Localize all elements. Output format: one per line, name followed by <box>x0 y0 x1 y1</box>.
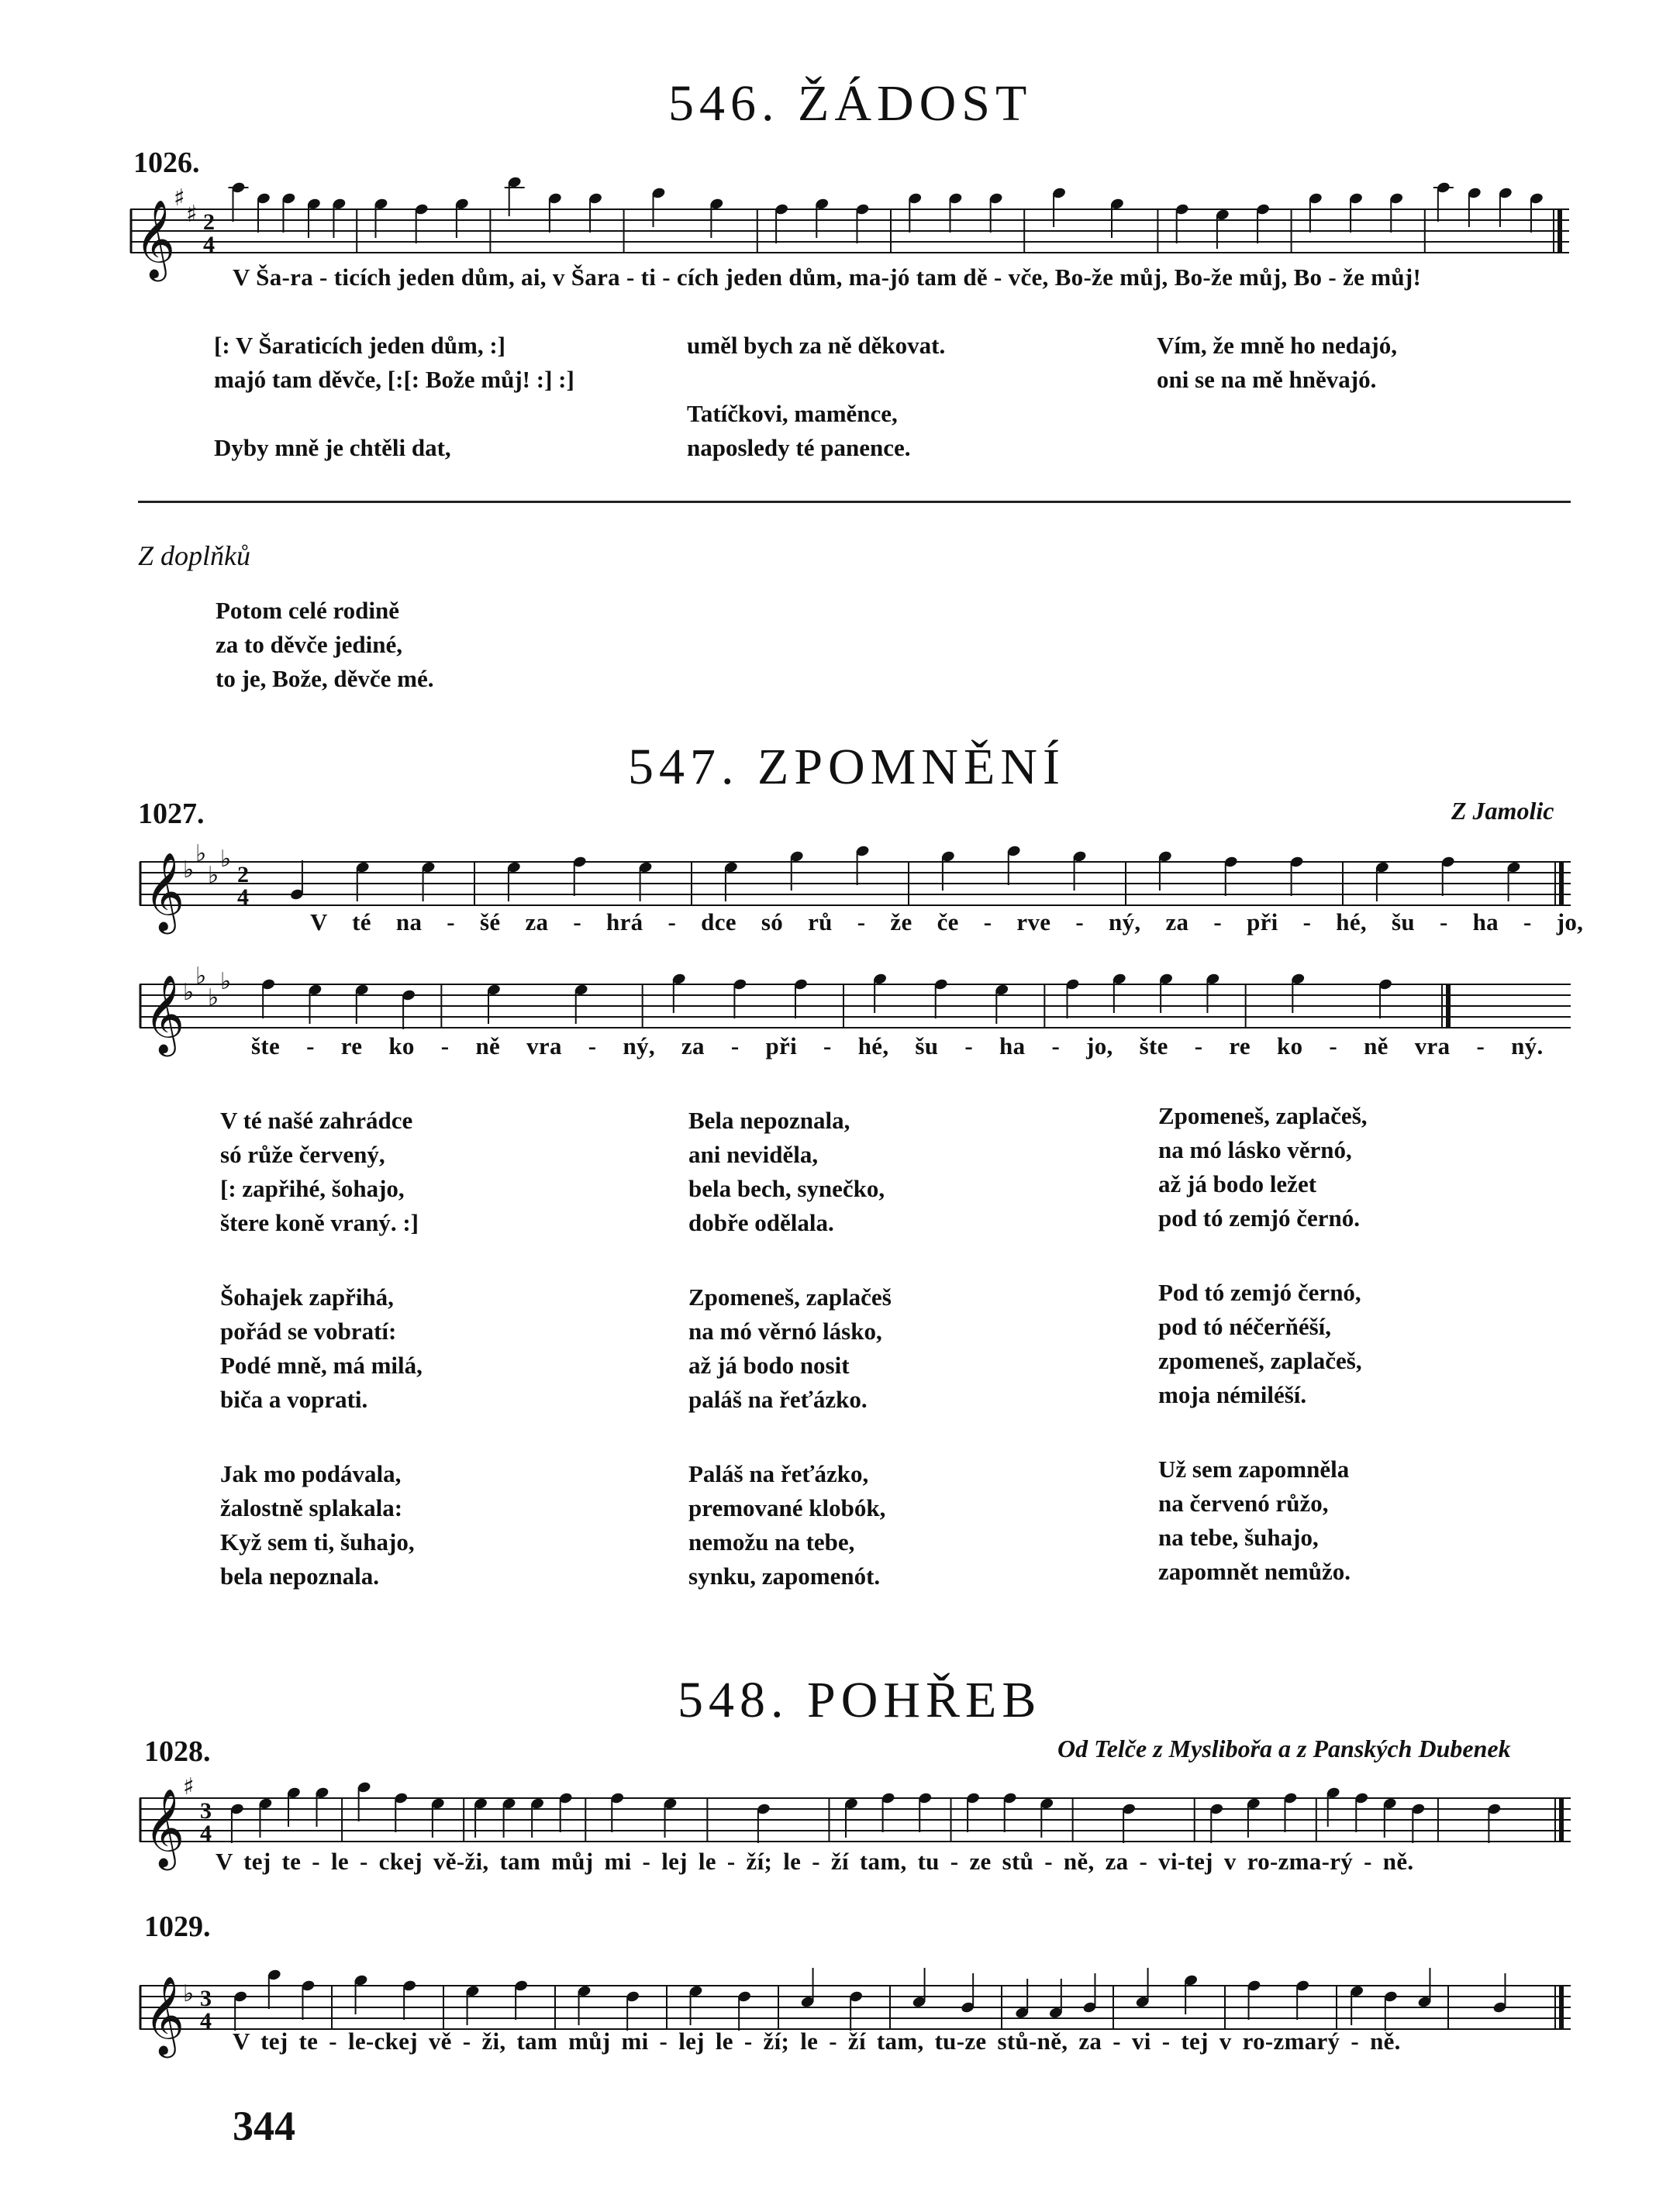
lyric-line-1027a: V té na - šé za - hrá - dce só rů - že če - rve - ný, za - při - hé, šu - ha - jo, <box>310 908 1584 935</box>
treble-clef-icon: 𝄞 <box>144 973 185 1053</box>
treble-clef-icon: 𝄞 <box>144 1787 185 1867</box>
time-signature-top: 2 <box>203 209 215 235</box>
flat-icon: ♭ <box>195 963 207 990</box>
stanza-546-4 <box>687 397 911 465</box>
time-signature-top: 3 <box>200 1798 212 1824</box>
stanza-line: pořád se vobratí: <box>220 1318 397 1345</box>
flat-icon: ♭ <box>208 862 219 889</box>
stanza-gap <box>688 1240 892 1280</box>
stanza-gap <box>688 1417 892 1457</box>
tune-number-1028: 1028. <box>144 1735 211 1768</box>
stanza-line: na tebe, šuhajo, <box>1158 1524 1319 1551</box>
sharp-icon: ♯ <box>183 1773 195 1800</box>
stanza-line: moja némiléší. <box>1158 1381 1307 1408</box>
treble-clef-icon: 𝄞 <box>135 198 176 278</box>
tune-number-1026: 1026. <box>133 146 200 179</box>
time-signature-bottom: 4 <box>200 2008 212 2034</box>
stanza-line: Zpomeneš, zaplačeš <box>688 1283 892 1311</box>
stanza-line: štere koně vraný. :] <box>220 1209 419 1236</box>
stanza-line: Kyž sem ti, šuhajo, <box>220 1528 415 1556</box>
stanza-line: synku, zapomenót. <box>688 1563 881 1590</box>
stanza-line: zapomnět nemůžo. <box>1158 1558 1351 1585</box>
flat-icon: ♭ <box>183 1980 195 2007</box>
lyric-line-1026: V Ša-ra - ticích jeden dům, ai, v Šara - ti - cích jeden dům, ma-jó tam dě - vče, Bo-že můj, Bo-že můj, Bo - že můj! <box>233 264 1422 291</box>
stanza-line: na červenó růžo, <box>1158 1490 1329 1517</box>
stanza-line: ani neviděla, <box>688 1141 819 1168</box>
stanza-line: Pod tó zemjó černó, <box>1158 1279 1361 1306</box>
stanza-line: Už sem zapomněla <box>1158 1456 1350 1483</box>
song-548-source: Od Telče z Myslibořa a z Panských Dubenek <box>1057 1735 1511 1762</box>
stanza-line: Tatíčkovi, maměnce, <box>687 400 898 427</box>
song-547-title: 547. ZPOMNĚNÍ <box>628 739 1065 795</box>
treble-clef-icon: 𝄞 <box>144 1975 185 2055</box>
stanza-line: V té našé zahrádce <box>220 1107 413 1134</box>
stanza-547-col2 <box>688 1104 892 1594</box>
stanza-line: zpomeneš, zaplačeš, <box>1158 1347 1362 1374</box>
stanza-line: až já bodo nosit <box>688 1352 850 1379</box>
stanza-line: bela nepoznala. <box>220 1563 379 1590</box>
stanza-line: Šohajek zapřihá, <box>220 1283 394 1311</box>
flat-icon: ♭ <box>220 846 232 873</box>
stanza-gap <box>1158 1235 1368 1276</box>
song-546-title: 546. ŽÁDOST <box>668 75 1033 132</box>
stanza-line: oni se na mě hněvajó. <box>1157 366 1377 393</box>
stanza-line: to je, Bože, děvče mé. <box>216 665 434 692</box>
lyric-line-1028: V tej te - le - ckej vě-ži, tam můj mi - lej le - ží; le - ží tam, tu - ze stů - ně, za - vi-tej v ro-zma-rý - ně. <box>216 1848 1414 1875</box>
stanza-546-1 <box>214 329 574 397</box>
stanza-line: paláš na řeťázko. <box>688 1386 868 1413</box>
stanza-line: pod tó néčerňéší, <box>1158 1313 1332 1340</box>
stanza-line: za to děvče jediné, <box>216 631 403 658</box>
stanza-line: pod tó zemjó černó. <box>1158 1204 1360 1232</box>
stanza-line: [: zapřihé, šohajo, <box>220 1175 405 1202</box>
tune-number-1029: 1029. <box>144 1911 211 1943</box>
stanza-line: majó tam děvče, [:[: Bože můj! :] :] <box>214 366 574 393</box>
stanza-line: na mó lásko věrnó, <box>1158 1136 1352 1163</box>
flat-icon: ♭ <box>220 968 232 995</box>
stanza-line: Jak mo podávala, <box>220 1460 402 1487</box>
stanza-line: na mó věrnó lásko, <box>688 1318 882 1345</box>
lyric-line-1029: V tej te - le-ckej vě - ži, tam můj mi - lej le - ží; le - ží tam, tu-ze stů-ně, za - vi - tej v ro-zmarý - ně. <box>233 2028 1401 2055</box>
flat-icon: ♭ <box>208 984 219 1011</box>
stanza-line: až já bodo ležet <box>1158 1170 1317 1197</box>
stanza-line: biča a voprati. <box>220 1386 368 1413</box>
stanza-line: žalostně splakala: <box>220 1494 403 1521</box>
tune-number-1027: 1027. <box>138 798 205 830</box>
stanza-line: Podé mně, má milá, <box>220 1352 423 1379</box>
stanza-line: só růže červený, <box>220 1141 385 1168</box>
stanza-line: naposledy té panence. <box>687 434 911 461</box>
time-signature-top: 2 <box>237 862 249 887</box>
time-signature-bottom: 4 <box>237 884 249 910</box>
flat-icon: ♭ <box>183 856 195 884</box>
stanza-546-5 <box>1157 329 1397 397</box>
time-signature-top: 3 <box>200 1986 212 2011</box>
sharp-icon: ♯ <box>174 184 185 212</box>
section-divider <box>138 501 1571 503</box>
time-signature-bottom: 4 <box>200 1821 212 1846</box>
stanza-line: dobře odělala. <box>688 1209 834 1236</box>
stanza-gap <box>1158 1412 1368 1452</box>
stanza-line: Zpomeneš, zaplačeš, <box>1158 1102 1368 1129</box>
page-number: 344 <box>233 2103 295 2149</box>
lyric-line-1027b: šte - re ko - ně vra - ný, za - při - hé, šu - ha - jo, šte - re ko - ně vra - ný. <box>251 1032 1544 1059</box>
song-548-title: 548. POHŘEB <box>678 1672 1042 1728</box>
stanza-line: [: V Šaraticích jeden dům, :] <box>214 332 505 359</box>
song-547-source: Z Jamolic <box>1451 797 1554 825</box>
stanza-gap <box>220 1240 423 1280</box>
stanza-line: Paláš na řeťázko, <box>688 1460 869 1487</box>
supplement-heading: Z doplňků <box>138 540 251 571</box>
stanza-547-col1 <box>220 1104 423 1594</box>
time-signature-bottom: 4 <box>203 232 215 257</box>
stanza-line: Bela nepoznala, <box>688 1107 850 1134</box>
stanza-546-2 <box>214 431 451 465</box>
stanza-line: Dyby mně je chtěli dat, <box>214 434 451 461</box>
flat-icon: ♭ <box>183 979 195 1006</box>
supplement-stanza <box>216 594 433 696</box>
treble-clef-icon: 𝄞 <box>144 851 185 931</box>
stanza-line: premované klobók, <box>688 1494 886 1521</box>
stanza-547-col3 <box>1158 1099 1368 1589</box>
stanza-line: bela bech, synečko, <box>688 1175 885 1202</box>
stanza-line: Potom celé rodině <box>216 597 400 624</box>
sharp-icon: ♯ <box>186 201 198 228</box>
stanza-546-3 <box>687 329 945 363</box>
stanza-line: Vím, že mně ho nedajó, <box>1157 332 1397 359</box>
stanza-line: uměl bych za ně děkovat. <box>687 332 946 359</box>
stanza-gap <box>220 1417 423 1457</box>
flat-icon: ♭ <box>195 840 207 867</box>
stanza-line: nemožu na tebe, <box>688 1528 855 1556</box>
